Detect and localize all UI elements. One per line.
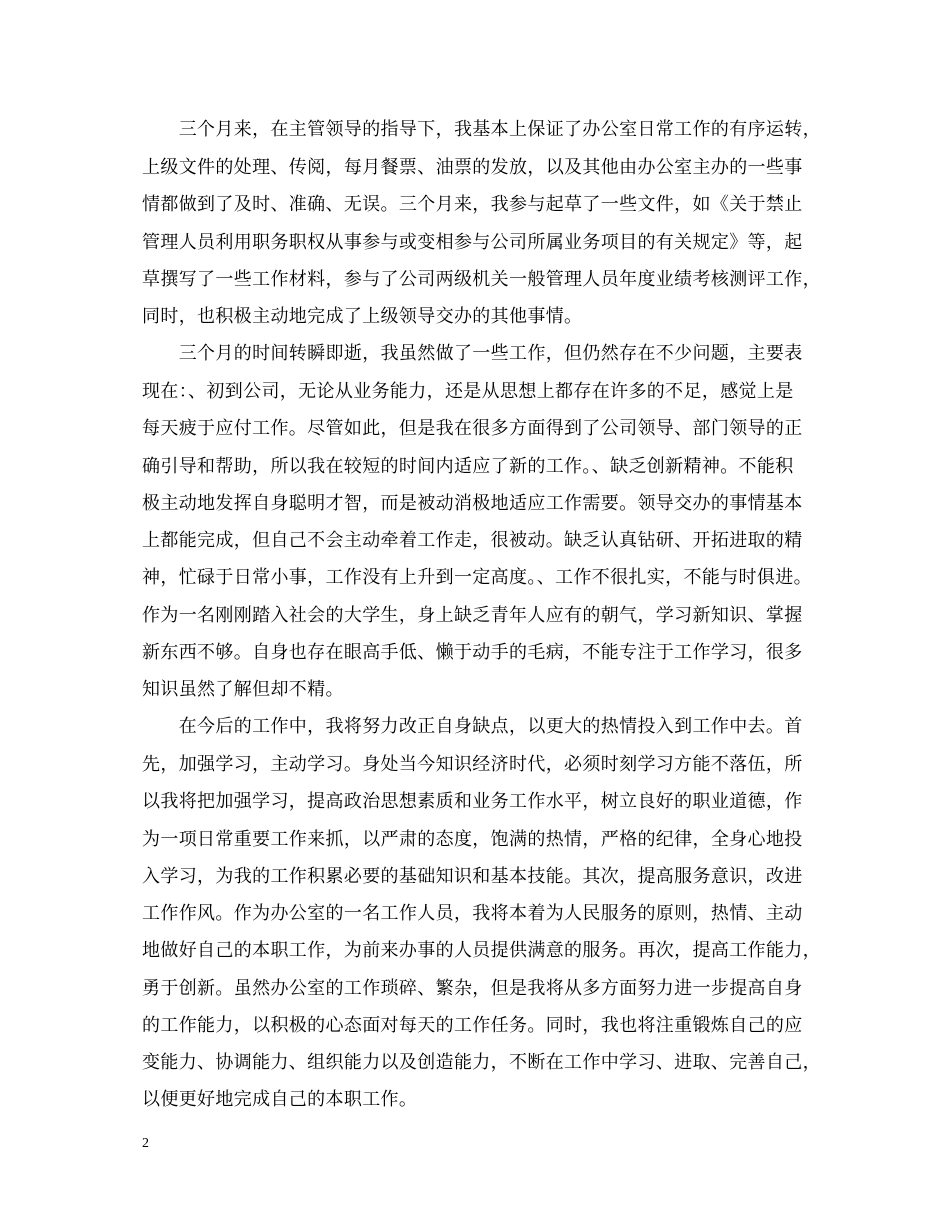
text-line: 三个月的时间转瞬即逝，我虽然做了一些工作，但仍然存在不少问题，主要表 bbox=[142, 343, 803, 364]
text-line: 草撰写了一些工作材料，参与了公司两级机关一般管理人员年度业绩考核测评工作， bbox=[142, 269, 821, 290]
text-line: 以便更好地完成自己的本职工作。 bbox=[142, 1089, 418, 1110]
page-number: 2 bbox=[142, 1136, 149, 1151]
text-line: 上级文件的处理、传阅，每月餐票、油票的发放，以及其他由办公室主办的一些事 bbox=[142, 157, 803, 178]
text-line: 确引导和帮助，所以我在较短的时间内适应了新的工作。、缺乏创新精神。不能积 bbox=[142, 456, 794, 477]
text-line: 工作作风。作为办公室的一名工作人员，我将本着为人民服务的原则，热情、主动 bbox=[142, 903, 803, 924]
text-line: 先，加强学习，主动学习。身处当今知识经济时代，必须时刻学习方能不落伍，所 bbox=[142, 754, 803, 775]
text-line: 上都能完成，但自己不会主动牵着工作走，很被动。缺乏认真钻研、开拓进取的精 bbox=[142, 530, 803, 551]
text-line: 知识虽然了解但却不精。 bbox=[142, 679, 344, 700]
text-line: 现在：、初到公司，无论从业务能力，还是从思想上都存在许多的不足，感觉上是 bbox=[142, 381, 794, 402]
text-line: 入学习，为我的工作积累必要的基础知识和基本技能。其次，提高服务意识，改进 bbox=[142, 866, 803, 887]
text-line: 地做好自己的本职工作，为前来办事的人员提供满意的服务。再次，提高工作能力， bbox=[142, 940, 821, 961]
text-line: 在今后的工作中，我将努力改正自身缺点，以更大的热情投入到工作中去。首 bbox=[142, 716, 803, 737]
text-line: 三个月来，在主管领导的指导下，我基本上保证了办公室日常工作的有序运转， bbox=[142, 119, 821, 140]
text-line: 神，忙碌于日常小事，工作没有上升到一定高度。、工作不很扎实，不能与时俱进。 bbox=[142, 567, 812, 588]
text-line: 以我将把加强学习，提高政治思想素质和业务工作水平，树立良好的职业道德，作 bbox=[142, 791, 803, 812]
text-line: 勇于创新。虽然办公室的工作琐碎、繁杂，但是我将从多方面努力进一步提高自身 bbox=[142, 978, 803, 999]
text-line: 新东西不够。自身也存在眼高手低、懒于动手的毛病，不能专注于工作学习，很多 bbox=[142, 642, 803, 663]
text-line: 管理人员利用职务职权从事参与或变相参与公司所属业务项目的有关规定》等，起 bbox=[142, 232, 803, 253]
text-line: 作为一名刚刚踏入社会的大学生，身上缺乏青年人应有的朝气，学习新知识、掌握 bbox=[142, 605, 803, 626]
text-line: 为一项日常重要工作来抓，以严肃的态度，饱满的热情，严格的纪律，全身心地投 bbox=[142, 829, 803, 850]
text-line: 变能力、协调能力、组织能力以及创造能力，不断在工作中学习、进取、完善自己， bbox=[142, 1052, 821, 1073]
text-line: 的工作能力，以积极的心态面对每天的工作任务。同时，我也将注重锻炼自己的应 bbox=[142, 1015, 803, 1036]
text-line: 情都做到了及时、准确、无误。三个月来，我参与起草了一些文件，如《关于禁止 bbox=[142, 194, 803, 215]
text-line: 极主动地发挥自身聪明才智，而是被动消极地适应工作需要。领导交办的事情基本 bbox=[142, 493, 803, 514]
text-line: 每天疲于应付工作。尽管如此，但是我在很多方面得到了公司领导、部门领导的正 bbox=[142, 418, 803, 439]
text-line: 同时，也积极主动地完成了上级领导交办的其他事情。 bbox=[142, 306, 583, 327]
